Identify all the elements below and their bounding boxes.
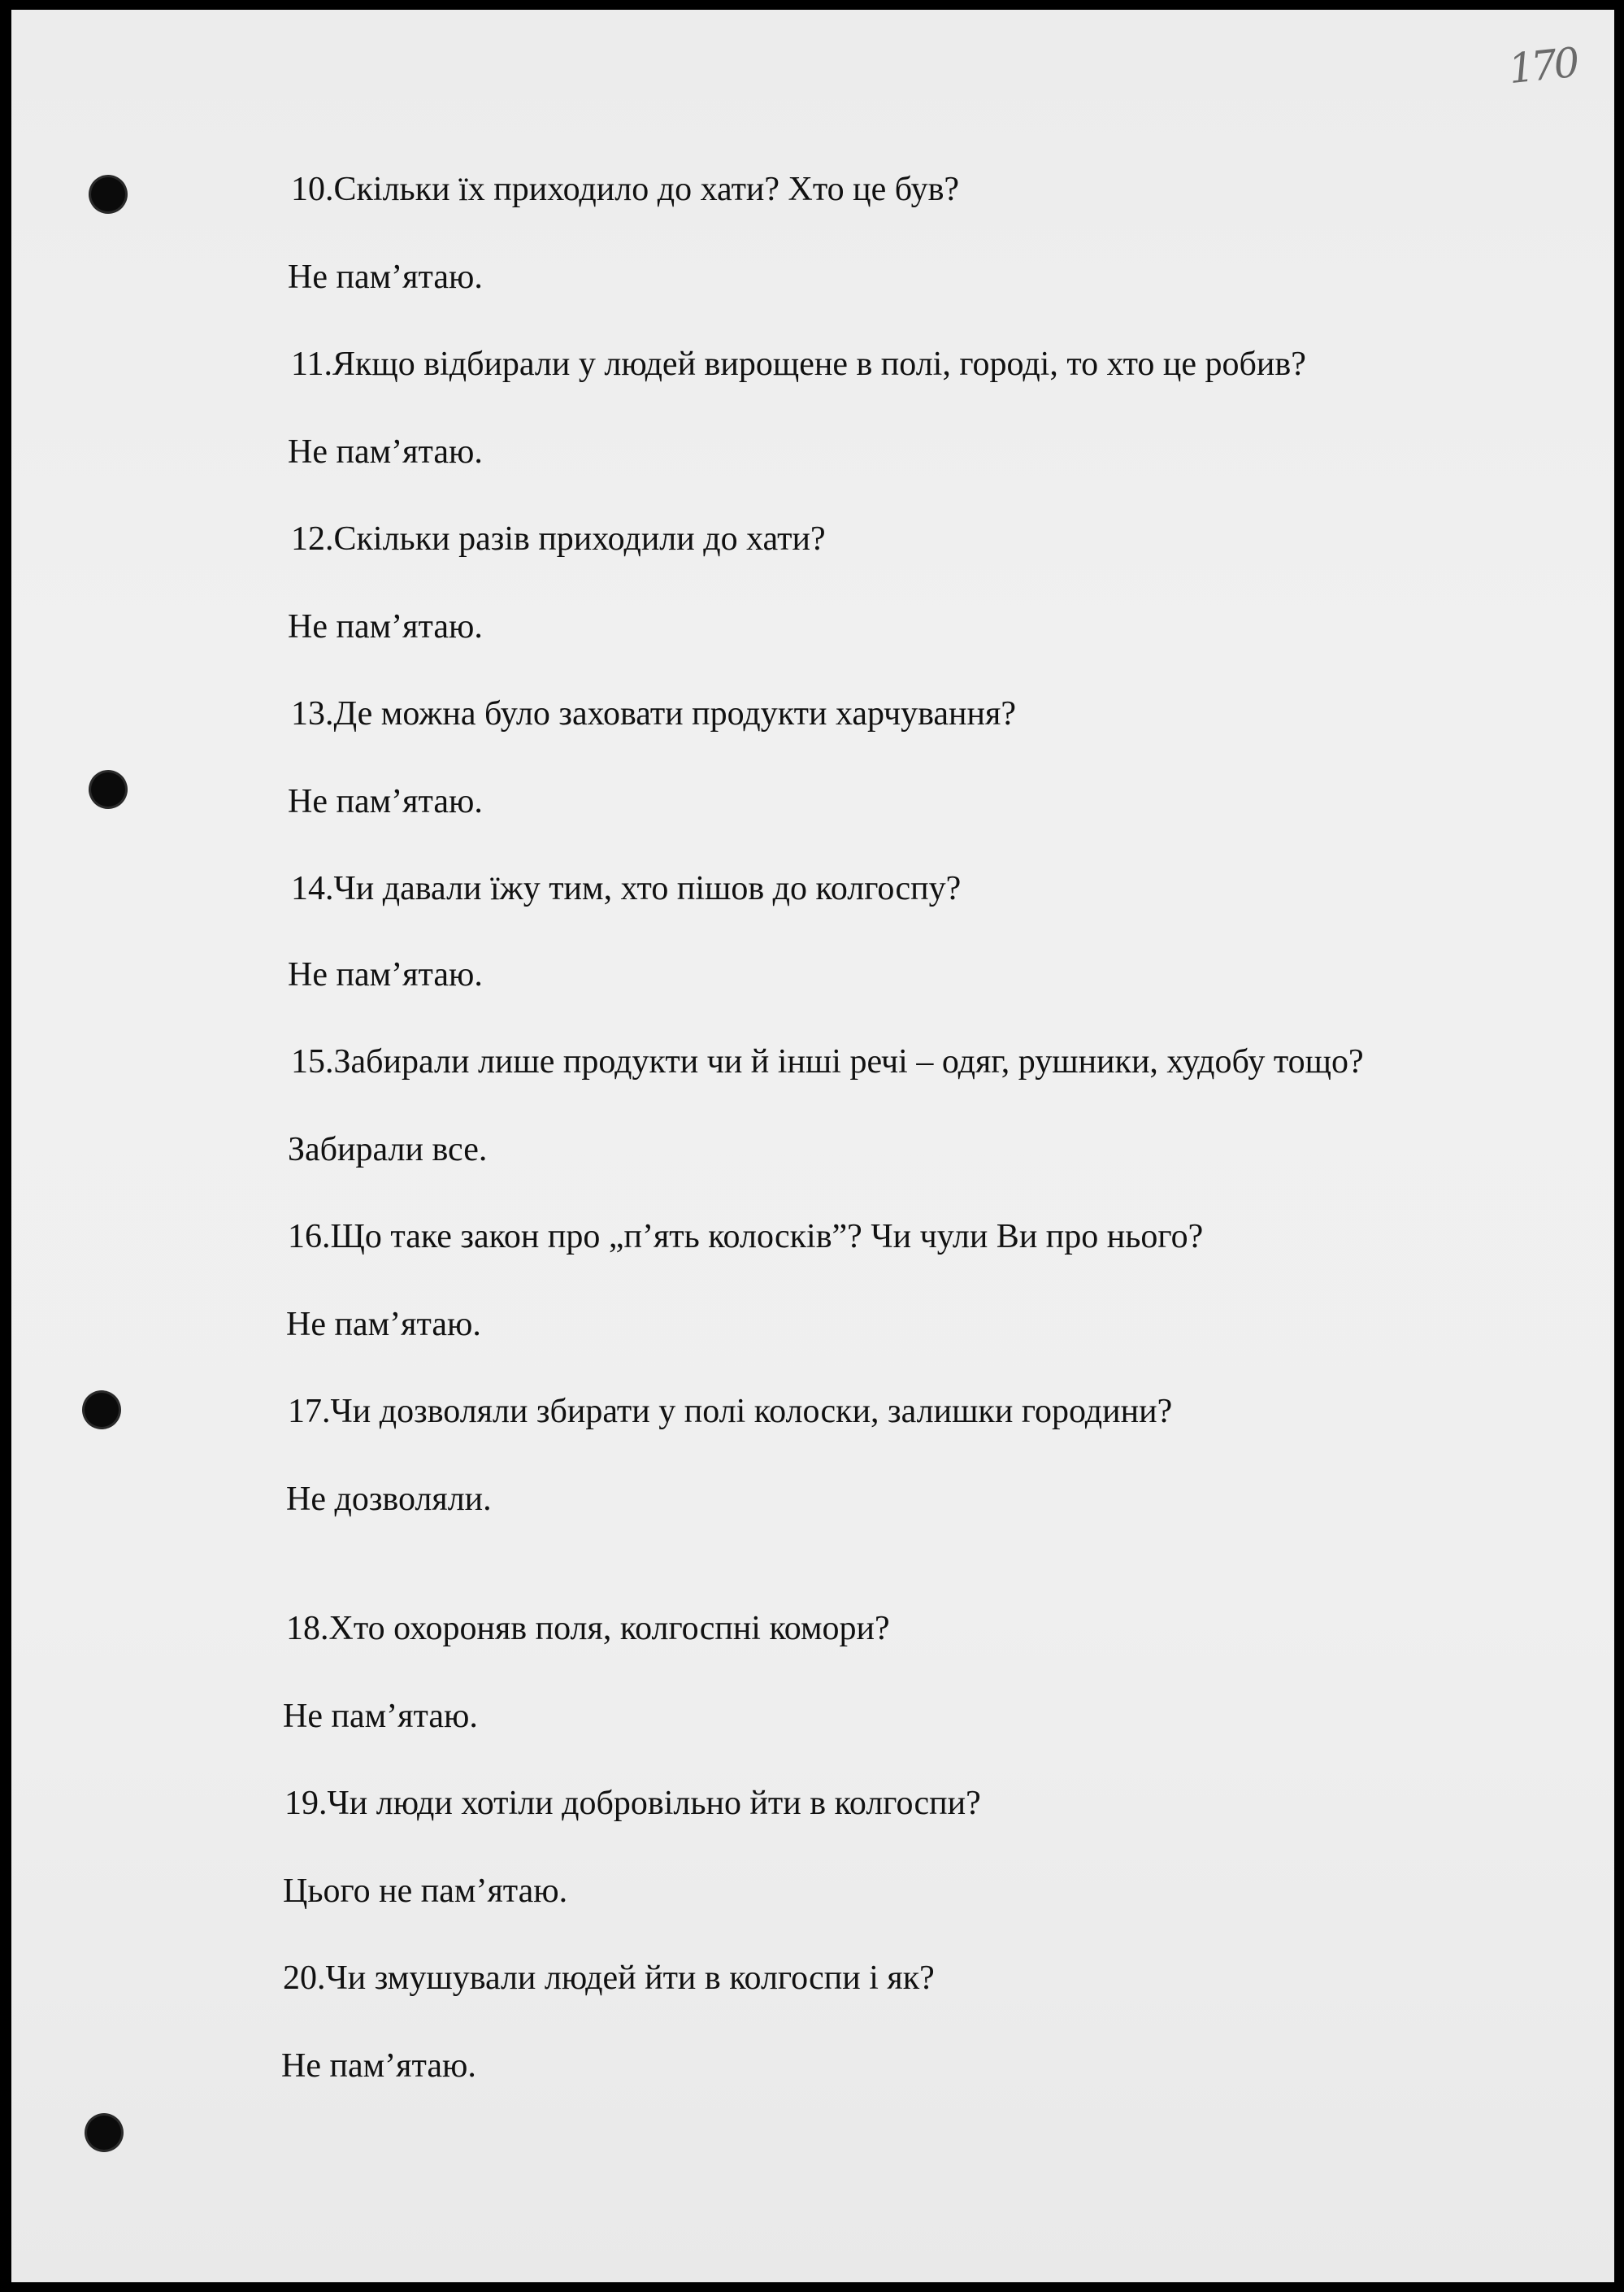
- answer-11: Не пам’ятаю.: [288, 433, 483, 471]
- answer-16: Не пам’ятаю.: [286, 1306, 481, 1343]
- answer-19: Цього не пам’ятаю.: [283, 1872, 568, 1910]
- handwritten-page-number: 170: [1506, 38, 1579, 94]
- answer-20: Не пам’ятаю.: [281, 2047, 476, 2085]
- question-10: 10.Скільки їх приходило до хати? Хто це був?: [291, 171, 960, 208]
- answer-14: Не пам’ятаю.: [288, 956, 483, 994]
- answer-13: Не пам’ятаю.: [288, 783, 483, 820]
- punch-hole-4: [87, 2116, 121, 2150]
- question-18: 18.Хто охороняв поля, колгоспні комори?: [286, 1610, 890, 1647]
- punch-hole-1: [91, 177, 125, 211]
- document-page: [11, 10, 1614, 2282]
- answer-17: Не дозволяли.: [286, 1481, 492, 1518]
- question-15: 15.Забирали лише продукти чи й інші речі – одяг, рушники, худобу тощо?: [291, 1043, 1364, 1081]
- question-16: 16.Що таке закон про „п’ять колосків”? Чи чули Ви про нього?: [288, 1218, 1204, 1255]
- answer-12: Не пам’ятаю.: [288, 608, 483, 646]
- question-13: 13.Де можна було заховати продукти харчування?: [291, 695, 1016, 733]
- question-11: 11.Якщо відбирали у людей вирощене в полі, городі, то хто це робив?: [291, 346, 1306, 383]
- answer-15: Забирали все.: [288, 1131, 488, 1168]
- punch-hole-3: [85, 1393, 119, 1427]
- punch-hole-2: [91, 772, 125, 807]
- question-14: 14.Чи давали їжу тим, хто пішов до колгоспу?: [291, 870, 962, 907]
- question-19: 19.Чи люди хотіли добровільно йти в колгоспи?: [284, 1785, 981, 1822]
- question-20: 20.Чи змушували людей йти в колгоспи і як?: [283, 1959, 935, 1997]
- question-17: 17.Чи дозволяли збирати у полі колоски, залишки городини?: [288, 1393, 1173, 1430]
- answer-18: Не пам’ятаю.: [283, 1698, 478, 1735]
- answer-10: Не пам’ятаю.: [288, 259, 483, 296]
- question-12: 12.Скільки разів приходили до хати?: [291, 520, 826, 558]
